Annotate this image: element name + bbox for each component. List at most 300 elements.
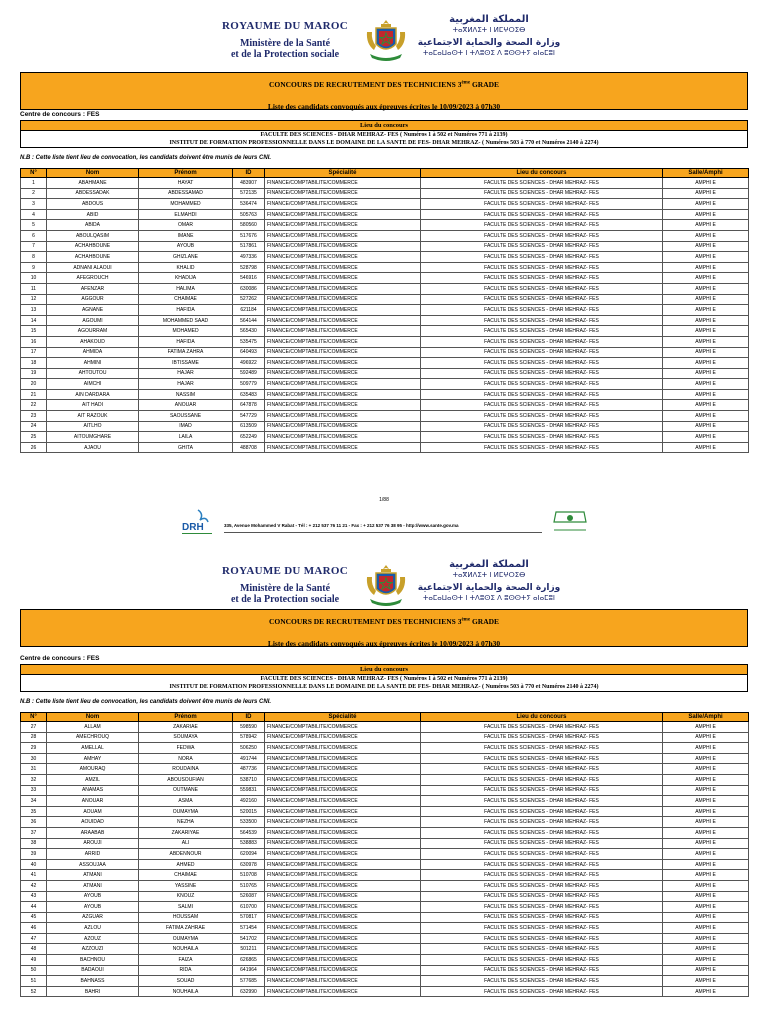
cell-specialite: FINANCE/COMPTABILITE/COMMERCE [265, 283, 421, 294]
table-row [21, 230, 749, 241]
cell-lieu: FACULTE DES SCIENCES - DHAR MEHRAZ- FES [421, 870, 663, 881]
cell-nom: ATMANI [47, 880, 139, 891]
cell-prenom: ZAKARIYAE [139, 827, 233, 838]
letterhead-ar [414, 14, 564, 57]
col-header-id: ID [233, 713, 265, 722]
table-row [21, 806, 749, 817]
col-header-lieu: Lieu du concours [421, 713, 663, 722]
cell-nom: AGNANE [47, 305, 139, 316]
cell-salle: AMPHI E [663, 774, 749, 785]
cell-salle: AMPHI E [663, 241, 749, 252]
cell-lieu: FACULTE DES SCIENCES - DHAR MEHRAZ- FES [421, 379, 663, 390]
col-header-num: N° [21, 713, 47, 722]
letterhead-ar [414, 559, 564, 602]
cell-salle: AMPHI E [663, 796, 749, 807]
cell-lieu: FACULTE DES SCIENCES - DHAR MEHRAZ- FES [421, 965, 663, 976]
cell-lieu: FACULTE DES SCIENCES - DHAR MEHRAZ- FES [421, 400, 663, 411]
cell-salle: AMPHI E [663, 400, 749, 411]
cell-num: 46 [21, 923, 47, 934]
cell-nom: AFENZAR [47, 283, 139, 294]
cell-lieu: FACULTE DES SCIENCES - DHAR MEHRAZ- FES [421, 817, 663, 828]
table-row [21, 368, 749, 379]
cell-lieu: FACULTE DES SCIENCES - DHAR MEHRAZ- FES [421, 442, 663, 453]
cell-prenom: NORA [139, 753, 233, 764]
cell-nom: AMOURAQ [47, 764, 139, 775]
cell-prenom: GHIZLANE [139, 252, 233, 263]
cell-num: 44 [21, 902, 47, 913]
cell-salle: AMPHI E [663, 389, 749, 400]
cell-id: 571454 [233, 923, 265, 934]
letterhead [0, 545, 768, 609]
cell-num: 27 [21, 722, 47, 733]
cell-num: 22 [21, 400, 47, 411]
table-row [21, 294, 749, 305]
cell-prenom: YASSINE [139, 880, 233, 891]
cell-nom: AGOURRAM [47, 326, 139, 337]
cell-prenom: HOUSSAM [139, 912, 233, 923]
cell-nom: AMHAY [47, 753, 139, 764]
cell-id: 527262 [233, 294, 265, 305]
cell-id: 510708 [233, 870, 265, 881]
cell-nom: ARAABAB [47, 827, 139, 838]
cell-lieu: FACULTE DES SCIENCES - DHAR MEHRAZ- FES [421, 389, 663, 400]
cell-prenom: ROUDAINA [139, 764, 233, 775]
cell-num: 35 [21, 806, 47, 817]
cell-specialite: FINANCE/COMPTABILITE/COMMERCE [265, 986, 421, 997]
cell-salle: AMPHI E [663, 912, 749, 923]
letterhead-fr [210, 20, 360, 60]
table-row [21, 870, 749, 881]
cell-num: 28 [21, 732, 47, 743]
kingdom-ar: المملكة المغربية [449, 14, 529, 25]
cell-id: 541702 [233, 933, 265, 944]
cell-prenom: OUMAYMA [139, 806, 233, 817]
cell-specialite: FINANCE/COMPTABILITE/COMMERCE [265, 442, 421, 453]
cell-salle: AMPHI E [663, 347, 749, 358]
cell-nom: ACHAHBOUNE [47, 241, 139, 252]
cell-specialite: FINANCE/COMPTABILITE/COMMERCE [265, 891, 421, 902]
cell-prenom: AHMED [139, 859, 233, 870]
cell-num: 14 [21, 315, 47, 326]
cell-lieu: FACULTE DES SCIENCES - DHAR MEHRAZ- FES [421, 976, 663, 987]
table-row [21, 965, 749, 976]
cell-prenom: SAOUSSANE [139, 411, 233, 422]
cell-id: 492160 [233, 796, 265, 807]
cell-specialite: FINANCE/COMPTABILITE/COMMERCE [265, 262, 421, 273]
cell-lieu: FACULTE DES SCIENCES - DHAR MEHRAZ- FES [421, 902, 663, 913]
cell-id: 564539 [233, 827, 265, 838]
table-row [21, 732, 749, 743]
cell-id: 517861 [233, 241, 265, 252]
cell-prenom: AYOUB [139, 241, 233, 252]
cell-num: 23 [21, 411, 47, 422]
cell-salle: AMPHI E [663, 764, 749, 775]
table-row [21, 305, 749, 316]
cell-id: 652249 [233, 432, 265, 443]
ministry-fr-1: Ministère de la Santé [239, 38, 331, 49]
cell-salle: AMPHI E [663, 976, 749, 987]
cell-id: 535475 [233, 336, 265, 347]
cell-salle: AMPHI E [663, 230, 749, 241]
cell-nom: AIT RAZOUK [47, 411, 139, 422]
ministry-fr-2: et de la Protection sociale [230, 594, 340, 605]
cell-specialite: FINANCE/COMPTABILITE/COMMERCE [265, 315, 421, 326]
cell-salle: AMPHI E [663, 358, 749, 369]
cell-lieu: FACULTE DES SCIENCES - DHAR MEHRAZ- FES [421, 891, 663, 902]
cell-nom: ALLAM [47, 722, 139, 733]
cell-specialite: FINANCE/COMPTABILITE/COMMERCE [265, 241, 421, 252]
table-row [21, 379, 749, 390]
cell-prenom: FATIMA ZAHRA [139, 347, 233, 358]
cell-lieu: FACULTE DES SCIENCES - DHAR MEHRAZ- FES [421, 209, 663, 220]
cell-specialite: FINANCE/COMPTABILITE/COMMERCE [265, 870, 421, 881]
col-header-specialite: Spécialité [265, 169, 421, 178]
cell-nom: ADNANI ALAOUI [47, 262, 139, 273]
cell-prenom: KHADIJA [139, 273, 233, 284]
cell-num: 21 [21, 389, 47, 400]
cell-salle: AMPHI E [663, 209, 749, 220]
banner-subtitle: Liste des candidats convoqués aux épreuves écrites le 10/09/2023 à 07h30 [267, 102, 501, 111]
cell-specialite: FINANCE/COMPTABILITE/COMMERCE [265, 432, 421, 443]
cell-nom: ABDOUS [47, 199, 139, 210]
cell-salle: AMPHI E [663, 252, 749, 263]
cell-id: 538883 [233, 838, 265, 849]
cell-salle: AMPHI E [663, 294, 749, 305]
cell-num: 5 [21, 220, 47, 231]
cell-specialite: FINANCE/COMPTABILITE/COMMERCE [265, 753, 421, 764]
cell-specialite: FINANCE/COMPTABILITE/COMMERCE [265, 252, 421, 263]
table-body [21, 722, 749, 997]
health-logo-icon [550, 508, 590, 538]
cell-salle: AMPHI E [663, 421, 749, 432]
cell-nom: ABAHMANE [47, 178, 139, 189]
cell-prenom: GHITA [139, 442, 233, 453]
lieu-line-2: INSTITUT DE FORMATION PROFESSIONNELLE DANS LE DOMAINE DE LA SANTE DE FES- DHAR MEHRAZ- ( Numéros 503 à 770 et Numéros 2140 à 2274) [169, 140, 599, 146]
cell-salle: AMPHI E [663, 442, 749, 453]
table-row [21, 262, 749, 273]
cell-id: 626865 [233, 955, 265, 966]
table-row [21, 326, 749, 337]
cell-num: 26 [21, 442, 47, 453]
cell-lieu: FACULTE DES SCIENCES - DHAR MEHRAZ- FES [421, 273, 663, 284]
cell-num: 38 [21, 838, 47, 849]
table-row [21, 178, 749, 189]
cell-num: 49 [21, 955, 47, 966]
banner-subtitle: Liste des candidats convoqués aux épreuves écrites le 10/09/2023 à 07h30 [267, 639, 501, 648]
cell-prenom: MOHAMMED SAAD [139, 315, 233, 326]
cell-salle: AMPHI E [663, 817, 749, 828]
cell-salle: AMPHI E [663, 315, 749, 326]
table-row [21, 923, 749, 934]
table-row [21, 241, 749, 252]
cell-id: 559831 [233, 785, 265, 796]
cell-specialite: FINANCE/COMPTABILITE/COMMERCE [265, 379, 421, 390]
col-header-lieu: Lieu du concours [421, 169, 663, 178]
cell-id: 598590 [233, 722, 265, 733]
cell-id: 501211 [233, 944, 265, 955]
table-row [21, 891, 749, 902]
cell-specialite: FINANCE/COMPTABILITE/COMMERCE [265, 859, 421, 870]
cell-lieu: FACULTE DES SCIENCES - DHAR MEHRAZ- FES [421, 283, 663, 294]
cell-lieu: FACULTE DES SCIENCES - DHAR MEHRAZ- FES [421, 806, 663, 817]
table-row [21, 188, 749, 199]
cell-num: 20 [21, 379, 47, 390]
table-row [21, 389, 749, 400]
cell-lieu: FACULTE DES SCIENCES - DHAR MEHRAZ- FES [421, 241, 663, 252]
cell-specialite: FINANCE/COMPTABILITE/COMMERCE [265, 849, 421, 860]
cell-prenom: MOHAMMED [139, 199, 233, 210]
cell-prenom: FATIMA ZAHRAE [139, 923, 233, 934]
drh-logo-icon [180, 508, 216, 538]
cell-salle: AMPHI E [663, 955, 749, 966]
table-row [21, 199, 749, 210]
cell-prenom: FEDWA [139, 743, 233, 754]
cell-salle: AMPHI E [663, 806, 749, 817]
cell-nom: AHMIDA [47, 347, 139, 358]
cell-nom: AMZIL [47, 774, 139, 785]
cell-id: 564144 [233, 315, 265, 326]
cell-id: 517676 [233, 230, 265, 241]
cell-specialite: FINANCE/COMPTABILITE/COMMERCE [265, 326, 421, 337]
candidate-table [20, 168, 749, 453]
cell-specialite: FINANCE/COMPTABILITE/COMMERCE [265, 199, 421, 210]
cell-specialite: FINANCE/COMPTABILITE/COMMERCE [265, 411, 421, 422]
cell-lieu: FACULTE DES SCIENCES - DHAR MEHRAZ- FES [421, 358, 663, 369]
cell-salle: AMPHI E [663, 785, 749, 796]
cell-num: 29 [21, 743, 47, 754]
table-row [21, 774, 749, 785]
cell-specialite: FINANCE/COMPTABILITE/COMMERCE [265, 722, 421, 733]
cell-lieu: FACULTE DES SCIENCES - DHAR MEHRAZ- FES [421, 326, 663, 337]
cell-num: 45 [21, 912, 47, 923]
cell-prenom: IBTISSAME [139, 358, 233, 369]
cell-lieu: FACULTE DES SCIENCES - DHAR MEHRAZ- FES [421, 880, 663, 891]
table-row [21, 944, 749, 955]
cell-num: 19 [21, 368, 47, 379]
cell-id: 483907 [233, 178, 265, 189]
cell-id: 641964 [233, 965, 265, 976]
table-row [21, 411, 749, 422]
cell-lieu: FACULTE DES SCIENCES - DHAR MEHRAZ- FES [421, 368, 663, 379]
lieu-box [20, 664, 748, 692]
cell-salle: AMPHI E [663, 933, 749, 944]
cell-num: 39 [21, 849, 47, 860]
cell-salle: AMPHI E [663, 273, 749, 284]
cell-nom: AGOUMI [47, 315, 139, 326]
cell-prenom: CHAIMAE [139, 294, 233, 305]
table-row [21, 209, 749, 220]
cell-specialite: FINANCE/COMPTABILITE/COMMERCE [265, 923, 421, 934]
kingdom-tifinagh: ⵜⴰⴳⵍⴷⵉⵜ ⵏ ⵍⵎⵖⵔⵉⴱ [452, 571, 526, 579]
cell-salle: AMPHI E [663, 305, 749, 316]
table-row [21, 743, 749, 754]
cell-prenom: HAYAT [139, 178, 233, 189]
cell-salle: AMPHI E [663, 283, 749, 294]
cell-lieu: FACULTE DES SCIENCES - DHAR MEHRAZ- FES [421, 305, 663, 316]
cell-prenom: MOHAMED [139, 326, 233, 337]
cell-lieu: FACULTE DES SCIENCES - DHAR MEHRAZ- FES [421, 955, 663, 966]
table-header-row [21, 169, 749, 178]
cell-nom: ABDESSADAK [47, 188, 139, 199]
cell-id: 613509 [233, 421, 265, 432]
cell-id: 635483 [233, 389, 265, 400]
table-row [21, 933, 749, 944]
cell-id: 620094 [233, 849, 265, 860]
cell-lieu: FACULTE DES SCIENCES - DHAR MEHRAZ- FES [421, 827, 663, 838]
ministry-fr-2: et de la Protection sociale [230, 49, 340, 60]
table-row [21, 432, 749, 443]
table-row [21, 722, 749, 733]
ministry-tifinagh: ⵜⴰⵎⴰⵡⴰⵙⵜ ⵏ ⵜⴷⵓⵙⵉ ⴷ ⵓⵙⵙⵜⵢ ⴰⵏⴰⵎⵓⵏ [423, 594, 555, 602]
cell-lieu: FACULTE DES SCIENCES - DHAR MEHRAZ- FES [421, 421, 663, 432]
cell-id: 570817 [233, 912, 265, 923]
cell-num: 41 [21, 870, 47, 881]
cell-specialite: FINANCE/COMPTABILITE/COMMERCE [265, 976, 421, 987]
cell-specialite: FINANCE/COMPTABILITE/COMMERCE [265, 273, 421, 284]
cell-prenom: CHAIMAE [139, 870, 233, 881]
lieu-line-2: INSTITUT DE FORMATION PROFESSIONNELLE DANS LE DOMAINE DE LA SANTE DE FES- DHAR MEHRAZ- ( Numéros 503 à 770 et Numéros 2140 à 2274) [169, 684, 599, 690]
footer-address: 335, Avenue Mohammed V Rabat - Tél : + 212 537 76 11 21 - Fax : + 212 537 76 38 95 - http://www.sante.gov.ma [224, 523, 459, 528]
document-page-2 [0, 545, 768, 1024]
cell-specialite: FINANCE/COMPTABILITE/COMMERCE [265, 400, 421, 411]
cell-specialite: FINANCE/COMPTABILITE/COMMERCE [265, 421, 421, 432]
cell-nom: ANOUAR [47, 796, 139, 807]
cell-salle: AMPHI E [663, 849, 749, 860]
cell-nom: AZOUZ [47, 933, 139, 944]
cell-prenom: OUMAYMA [139, 933, 233, 944]
cell-lieu: FACULTE DES SCIENCES - DHAR MEHRAZ- FES [421, 199, 663, 210]
col-header-nom: Nom [47, 169, 139, 178]
page-footer [180, 508, 590, 538]
cell-num: 17 [21, 347, 47, 358]
cell-prenom: FAIZA [139, 955, 233, 966]
cell-nom: AIMCHI [47, 379, 139, 390]
cell-nom: AITLHO [47, 421, 139, 432]
cell-salle: AMPHI E [663, 178, 749, 189]
cell-specialite: FINANCE/COMPTABILITE/COMMERCE [265, 188, 421, 199]
cell-salle: AMPHI E [663, 722, 749, 733]
table-row [21, 220, 749, 231]
cell-salle: AMPHI E [663, 891, 749, 902]
cell-specialite: FINANCE/COMPTABILITE/COMMERCE [265, 368, 421, 379]
cell-prenom: OMAR [139, 220, 233, 231]
cell-num: 30 [21, 753, 47, 764]
cell-lieu: FACULTE DES SCIENCES - DHAR MEHRAZ- FES [421, 411, 663, 422]
title-banner [20, 72, 748, 110]
cell-id: 520015 [233, 806, 265, 817]
cell-lieu: FACULTE DES SCIENCES - DHAR MEHRAZ- FES [421, 986, 663, 997]
cell-lieu: FACULTE DES SCIENCES - DHAR MEHRAZ- FES [421, 432, 663, 443]
cell-num: 11 [21, 283, 47, 294]
cell-lieu: FACULTE DES SCIENCES - DHAR MEHRAZ- FES [421, 188, 663, 199]
table-header-row [21, 713, 749, 722]
table-row [21, 753, 749, 764]
cell-specialite: FINANCE/COMPTABILITE/COMMERCE [265, 305, 421, 316]
cell-nom: ATMANI [47, 870, 139, 881]
cell-nom: BADAOUI [47, 965, 139, 976]
cell-salle: AMPHI E [663, 368, 749, 379]
table-row [21, 785, 749, 796]
table-row [21, 421, 749, 432]
cell-prenom: ELMAHDI [139, 209, 233, 220]
cell-prenom: HAFIDA [139, 305, 233, 316]
cell-salle: AMPHI E [663, 827, 749, 838]
cell-num: 34 [21, 796, 47, 807]
cell-prenom: HAJAR [139, 379, 233, 390]
col-header-salle: Salle/Amphi [663, 713, 749, 722]
cell-specialite: FINANCE/COMPTABILITE/COMMERCE [265, 827, 421, 838]
cell-specialite: FINANCE/COMPTABILITE/COMMERCE [265, 933, 421, 944]
ministry-ar: وزارة الصحة والحماية الاجتماعية [417, 583, 561, 593]
cell-num: 9 [21, 262, 47, 273]
cell-num: 13 [21, 305, 47, 316]
cell-id: 546916 [233, 273, 265, 284]
cell-specialite: FINANCE/COMPTABILITE/COMMERCE [265, 912, 421, 923]
table-row [21, 273, 749, 284]
cell-lieu: FACULTE DES SCIENCES - DHAR MEHRAZ- FES [421, 220, 663, 231]
col-header-specialite: Spécialité [265, 713, 421, 722]
drh-label: DRH [182, 522, 204, 533]
cell-num: 43 [21, 891, 47, 902]
cell-lieu: FACULTE DES SCIENCES - DHAR MEHRAZ- FES [421, 252, 663, 263]
table-row [21, 849, 749, 860]
cell-id: 487736 [233, 764, 265, 775]
cell-lieu: FACULTE DES SCIENCES - DHAR MEHRAZ- FES [421, 774, 663, 785]
cell-salle: AMPHI E [663, 902, 749, 913]
cell-salle: AMPHI E [663, 336, 749, 347]
table-row [21, 336, 749, 347]
cell-lieu: FACULTE DES SCIENCES - DHAR MEHRAZ- FES [421, 933, 663, 944]
cell-prenom: KNOUZ [139, 891, 233, 902]
cell-salle: AMPHI E [663, 199, 749, 210]
centre-label: Centre de concours : FES [20, 111, 100, 118]
cell-salle: AMPHI E [663, 262, 749, 273]
cell-id: 578942 [233, 732, 265, 743]
cell-specialite: FINANCE/COMPTABILITE/COMMERCE [265, 347, 421, 358]
cell-specialite: FINANCE/COMPTABILITE/COMMERCE [265, 817, 421, 828]
cell-id: 592489 [233, 368, 265, 379]
cell-num: 50 [21, 965, 47, 976]
cell-lieu: FACULTE DES SCIENCES - DHAR MEHRAZ- FES [421, 785, 663, 796]
cell-specialite: FINANCE/COMPTABILITE/COMMERCE [265, 743, 421, 754]
cell-nom: AFEGROUCH [47, 273, 139, 284]
kingdom-tifinagh: ⵜⴰⴳⵍⴷⵉⵜ ⵏ ⵍⵎⵖⵔⵉⴱ [452, 26, 526, 34]
cell-prenom: ABOUSOUFIAN [139, 774, 233, 785]
nb-note: N.B : Cette liste tient lieu de convocation, les candidats doivent être munis de leurs CNI. [20, 155, 272, 161]
cell-lieu: FACULTE DES SCIENCES - DHAR MEHRAZ- FES [421, 178, 663, 189]
cell-salle: AMPHI E [663, 944, 749, 955]
cell-id: 510765 [233, 880, 265, 891]
cell-id: 509779 [233, 379, 265, 390]
table-row [21, 902, 749, 913]
footer-rule [224, 532, 542, 533]
cell-nom: AITOUMGHARE [47, 432, 139, 443]
candidate-table [20, 712, 749, 997]
cell-lieu: FACULTE DES SCIENCES - DHAR MEHRAZ- FES [421, 262, 663, 273]
cell-prenom: ABDESSAMAD [139, 188, 233, 199]
cell-nom: BACHNOU [47, 955, 139, 966]
cell-id: 488708 [233, 442, 265, 453]
cell-salle: AMPHI E [663, 411, 749, 422]
banner-title: CONCOURS DE RECRUTEMENT DES TECHNICIENS 3ème GRADE [268, 80, 500, 89]
cell-salle: AMPHI E [663, 732, 749, 743]
cell-num: 47 [21, 933, 47, 944]
cell-num: 42 [21, 880, 47, 891]
cell-lieu: FACULTE DES SCIENCES - DHAR MEHRAZ- FES [421, 923, 663, 934]
cell-prenom: HALIMA [139, 283, 233, 294]
lieu-box [20, 120, 748, 148]
cell-salle: AMPHI E [663, 838, 749, 849]
